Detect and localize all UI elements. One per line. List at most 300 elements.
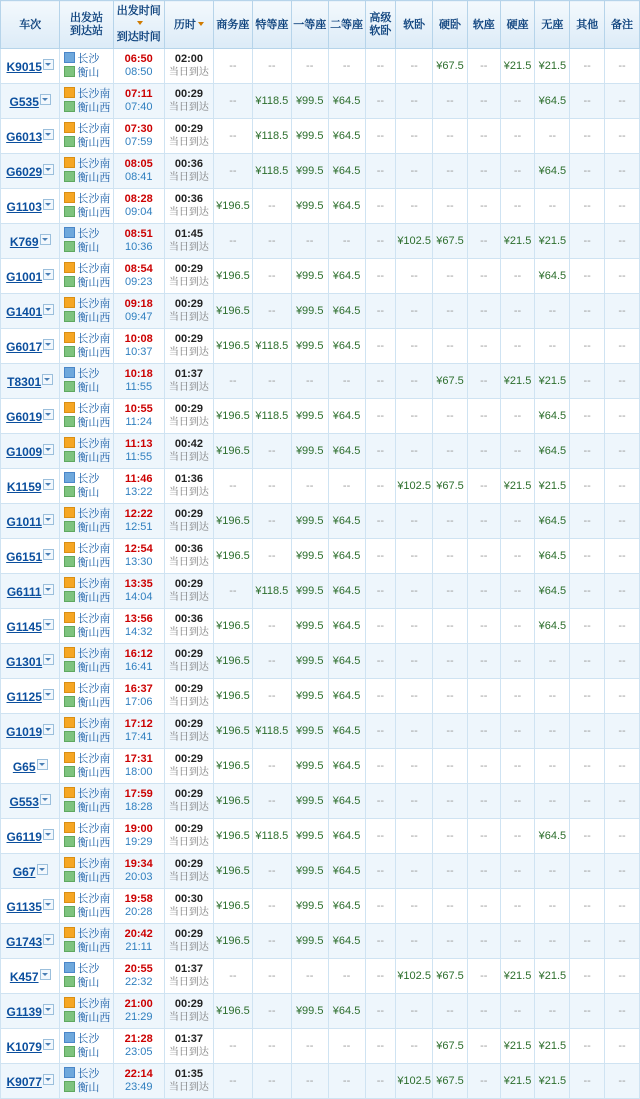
business-seat-price-value: -- [229,130,237,142]
hard-seat-price-value: -- [513,340,522,352]
departure-station [64,1067,111,1081]
special-seat-price-value: -- [268,1075,276,1087]
soft-seat-price-value: -- [480,970,488,982]
train-number-link[interactable]: G1125 [6,689,42,704]
arrival-marker-icon [64,311,75,322]
arrival-station [64,171,111,185]
special-seat-price [252,994,291,1029]
duration-cell [164,959,213,994]
arrive-day-note: 当日到达 [168,907,209,918]
table-row[interactable] [1,1029,640,1064]
train-number-link[interactable]: G1401 [6,304,43,319]
arrive-day-note: 当日到达 [168,312,209,323]
col-header-train[interactable] [1,1,60,49]
col-header-duration[interactable] [164,1,213,49]
second-class-price [328,364,365,399]
remark [605,924,640,959]
table-row[interactable] [1,679,640,714]
other-price-value: -- [583,410,591,422]
other-price-value: -- [583,445,591,457]
train-number-cell[interactable] [1,84,60,119]
other-price [570,434,605,469]
first-class-price-value: ¥99.5 [295,200,324,212]
soft-sleeper-price-value: -- [410,60,418,72]
departure-marker-icon [64,577,75,588]
business-seat-price-value: ¥196.5 [216,515,250,527]
no-seat-price [535,469,570,504]
train-detail-dropdown-icon[interactable] [43,724,54,735]
col-header-soft-seat [467,1,500,49]
deluxe-soft-sleeper-price [365,329,396,364]
table-row[interactable] [1,434,640,469]
deluxe-soft-sleeper-price-value: -- [376,620,385,632]
station-cell [60,784,113,819]
train-number-cell[interactable] [1,259,60,294]
no-seat-price [535,434,570,469]
business-seat-price-value: -- [229,585,237,597]
soft-sleeper-price [396,784,433,819]
train-number-cell[interactable] [1,329,60,364]
departure-marker-icon [64,682,75,693]
table-row[interactable] [1,784,640,819]
duration-cell [164,609,213,644]
duration-value: 01:45 [174,228,203,240]
train-number-cell[interactable] [1,819,60,854]
second-class-price-value: ¥64.5 [332,935,361,947]
other-price-value: -- [583,60,591,72]
departure-time: 13:56 [124,613,153,625]
no-seat-price [535,189,570,224]
col-label: 特等座 [255,18,289,31]
special-seat-price [252,644,291,679]
arrival-station [64,906,111,920]
deluxe-soft-sleeper-price-value: -- [376,410,385,422]
train-detail-dropdown-icon[interactable] [40,234,51,245]
train-number-cell[interactable] [1,434,60,469]
train-number-cell[interactable] [1,224,60,259]
hard-seat-price [500,329,535,364]
train-number-cell[interactable] [1,1064,60,1099]
business-seat-price-value: ¥196.5 [216,200,250,212]
train-detail-dropdown-icon[interactable] [43,1039,54,1050]
train-detail-dropdown-icon[interactable] [43,549,54,560]
train-number-link[interactable]: G553 [9,794,39,809]
first-class-price [291,959,328,994]
special-seat-price-value: ¥118.5 [255,830,289,842]
train-number-cell[interactable] [1,609,60,644]
train-detail-dropdown-icon[interactable] [43,619,54,630]
train-detail-dropdown-icon[interactable] [43,829,54,840]
train-detail-dropdown-icon[interactable] [43,409,54,420]
train-number-link[interactable]: G1009 [6,444,43,459]
train-detail-dropdown-icon[interactable] [43,654,54,665]
train-number-link[interactable]: T8301 [7,374,42,389]
second-class-price [328,119,365,154]
train-detail-dropdown-icon[interactable] [43,479,54,490]
departure-time: 19:34 [124,858,153,870]
train-number-link[interactable]: K9015 [6,59,42,74]
train-number-cell[interactable] [1,749,60,784]
train-detail-dropdown-icon[interactable] [43,164,54,175]
deluxe-soft-sleeper-price [365,294,396,329]
arrival-time: 10:37 [124,346,153,358]
other-price-value: -- [583,900,591,912]
arrival-time: 19:29 [124,836,153,848]
hard-sleeper-price [433,84,468,119]
train-number-link[interactable]: K1079 [6,1039,42,1054]
other-price-value: -- [583,760,591,772]
table-row[interactable] [1,294,640,329]
time-cell [113,749,164,784]
arrival-station-name: 衡山西 [77,942,111,954]
train-detail-dropdown-icon[interactable] [40,94,51,105]
train-number-cell[interactable] [1,154,60,189]
hard-sleeper-price [433,1064,468,1099]
no-seat-price-value: ¥64.5 [538,515,567,527]
train-number-link[interactable]: K9077 [6,1074,42,1089]
table-row[interactable] [1,119,640,154]
deluxe-soft-sleeper-price [365,959,396,994]
table-row[interactable] [1,644,640,679]
table-row[interactable] [1,364,640,399]
hard-sleeper-price-value: ¥67.5 [436,60,464,72]
departure-station-name: 长沙南 [77,123,111,135]
business-seat-price-value: ¥196.5 [216,305,250,317]
train-number-link[interactable]: G1135 [6,899,42,914]
departure-station-name: 长沙南 [77,928,111,940]
hard-seat-price-value: -- [513,200,522,212]
train-detail-dropdown-icon[interactable] [43,199,54,210]
time-cell [113,714,164,749]
table-row[interactable] [1,259,640,294]
deluxe-soft-sleeper-price [365,924,396,959]
table-row[interactable] [1,819,640,854]
train-number-link[interactable]: G6017 [6,339,43,354]
soft-seat-price-value: -- [480,900,488,912]
no-seat-price [535,924,570,959]
train-detail-dropdown-icon[interactable] [43,269,54,280]
train-number-cell[interactable] [1,924,60,959]
train-detail-dropdown-icon[interactable] [43,584,54,595]
special-seat-price [252,574,291,609]
train-detail-dropdown-icon[interactable] [43,514,54,525]
other-price [570,49,605,84]
deluxe-soft-sleeper-price [365,1029,396,1064]
table-row[interactable] [1,994,640,1029]
table-row[interactable] [1,539,640,574]
train-detail-dropdown-icon[interactable] [42,374,53,385]
other-price-value: -- [583,970,591,982]
arrival-marker-icon [64,206,75,217]
hard-seat-price [500,609,535,644]
table-row[interactable] [1,609,640,644]
second-class-price-value: ¥64.5 [332,410,361,422]
hard-sleeper-price-value: -- [446,725,454,737]
departure-station-name: 长沙南 [77,998,111,1010]
train-detail-dropdown-icon[interactable] [40,794,51,805]
business-seat-price [213,119,252,154]
hard-sleeper-price-value: -- [446,270,454,282]
soft-sleeper-price-value: -- [410,445,418,457]
arrival-station [64,941,111,955]
train-number-link[interactable]: G1743 [6,934,43,949]
hard-seat-price-value: -- [513,655,522,667]
col-header-time[interactable] [113,1,164,49]
business-seat-price [213,924,252,959]
no-seat-price-value: -- [548,935,557,947]
train-detail-dropdown-icon[interactable] [43,129,54,140]
table-row[interactable] [1,854,640,889]
duration-value: 00:29 [174,858,203,870]
train-number-cell[interactable] [1,574,60,609]
arrive-day-note: 当日到达 [168,137,209,148]
train-number-cell[interactable] [1,399,60,434]
soft-sleeper-price-value: -- [410,515,418,527]
train-number-link[interactable]: G1001 [6,269,43,284]
table-row[interactable] [1,714,640,749]
soft-seat-price-value: -- [480,410,488,422]
table-row[interactable] [1,329,640,364]
special-seat-price-value: -- [268,305,276,317]
hard-seat-price-value: -- [513,95,522,107]
table-row[interactable] [1,189,640,224]
hard-seat-price-value: -- [513,305,522,317]
col-header-special [252,1,291,49]
time-cell [113,539,164,574]
table-row[interactable] [1,959,640,994]
train-number-cell[interactable] [1,49,60,84]
train-number-link[interactable]: G1019 [6,724,43,739]
hard-seat-price-value: -- [513,900,522,912]
hard-sleeper-price [433,924,468,959]
train-detail-dropdown-icon[interactable] [43,934,54,945]
hard-sleeper-price-value: ¥67.5 [436,375,464,387]
train-number-cell[interactable] [1,854,60,889]
no-seat-price-value: ¥64.5 [538,95,567,107]
train-number-link[interactable]: G1139 [6,1004,42,1019]
special-seat-price [252,154,291,189]
business-seat-price [213,889,252,924]
soft-sleeper-price [396,119,433,154]
departure-time: 22:14 [124,1068,153,1080]
arrival-marker-icon [64,1011,75,1022]
table-row[interactable] [1,49,640,84]
duration-value: 00:36 [174,193,203,205]
train-detail-dropdown-icon[interactable] [43,339,54,350]
business-seat-price [213,364,252,399]
second-class-price [328,609,365,644]
soft-sleeper-price [396,224,433,259]
first-class-price [291,469,328,504]
train-number-cell[interactable] [1,994,60,1029]
table-row[interactable] [1,469,640,504]
train-number-link[interactable]: G6151 [6,549,43,564]
soft-seat-price [467,294,500,329]
train-number-cell[interactable] [1,469,60,504]
col-header-other [570,1,605,49]
departure-station-name: 长沙南 [77,613,111,625]
no-seat-price-value: ¥64.5 [538,410,567,422]
train-number-cell[interactable] [1,714,60,749]
hard-sleeper-price [433,714,468,749]
table-row[interactable] [1,749,640,784]
other-price [570,644,605,679]
table-row[interactable] [1,889,640,924]
train-number-cell[interactable] [1,504,60,539]
special-seat-price [252,714,291,749]
soft-seat-price [467,119,500,154]
second-class-price-value: ¥64.5 [332,585,361,597]
deluxe-soft-sleeper-price [365,154,396,189]
train-number-link[interactable]: G535 [9,94,39,109]
train-number-cell[interactable] [1,364,60,399]
business-seat-price-value: ¥196.5 [216,900,250,912]
train-number-link[interactable]: G1145 [6,619,42,634]
train-number-link[interactable]: K769 [9,234,39,249]
remark-value: -- [618,270,626,282]
train-number-cell[interactable] [1,889,60,924]
second-class-price-value: -- [342,235,351,247]
train-number-link[interactable]: G65 [12,759,36,774]
arrival-station [64,976,111,990]
business-seat-price-value: ¥196.5 [216,690,250,702]
table-row[interactable] [1,154,640,189]
deluxe-soft-sleeper-price [365,819,396,854]
first-class-price-value: ¥99.5 [295,795,324,807]
train-number-link[interactable]: G1301 [6,654,43,669]
hard-seat-price [500,749,535,784]
train-number-cell[interactable] [1,1029,60,1064]
business-seat-price [213,609,252,644]
time-cell [113,1029,164,1064]
hard-seat-price [500,224,535,259]
special-seat-price-value: -- [268,515,276,527]
other-price-value: -- [583,515,591,527]
soft-seat-price-value: -- [480,760,488,772]
hard-seat-price [500,259,535,294]
soft-sleeper-price [396,679,433,714]
train-number-link[interactable]: G6019 [6,409,43,424]
train-number-link[interactable]: K457 [9,969,39,984]
soft-sleeper-price-value: -- [410,585,418,597]
duration-cell [164,854,213,889]
other-price [570,574,605,609]
sort-arrow-icon[interactable] [137,21,143,25]
table-row[interactable] [1,84,640,119]
arrival-time: 23:49 [124,1081,153,1093]
train-number-link[interactable]: G6119 [6,829,42,844]
train-detail-dropdown-icon[interactable] [43,899,54,910]
duration-cell [164,574,213,609]
first-class-price [291,224,328,259]
departure-station [64,332,111,346]
train-detail-dropdown-icon[interactable] [43,1004,54,1015]
soft-seat-price [467,994,500,1029]
train-number-cell[interactable] [1,189,60,224]
departure-time: 08:54 [124,263,153,275]
train-number-cell[interactable] [1,644,60,679]
train-number-cell[interactable] [1,784,60,819]
table-row[interactable] [1,1064,640,1099]
departure-time: 20:55 [124,963,153,975]
train-number-cell[interactable] [1,959,60,994]
col-label-a: 高级 [369,11,392,24]
no-seat-price-value: ¥21.5 [538,235,567,247]
departure-time: 11:46 [124,473,153,485]
remark-value: -- [618,900,626,912]
soft-seat-price-value: -- [480,305,488,317]
train-number-link[interactable]: G6013 [6,129,43,144]
table-row[interactable] [1,924,640,959]
arrive-day-note: 当日到达 [168,67,209,78]
train-number-cell[interactable] [1,539,60,574]
train-number-cell[interactable] [1,119,60,154]
arrival-marker-icon [64,1081,75,1092]
train-number-cell[interactable] [1,679,60,714]
remark-value: -- [618,165,626,177]
train-number-cell[interactable] [1,294,60,329]
sort-arrow-icon[interactable] [198,22,204,26]
table-row[interactable] [1,224,640,259]
arrival-time: 17:06 [124,696,153,708]
no-seat-price [535,784,570,819]
train-detail-dropdown-icon[interactable] [43,304,54,315]
departure-station [64,367,111,381]
soft-sleeper-price [396,644,433,679]
train-detail-dropdown-icon[interactable] [43,689,54,700]
train-detail-dropdown-icon[interactable] [40,969,51,980]
train-detail-dropdown-icon[interactable] [43,444,54,455]
time-cell [113,924,164,959]
deluxe-soft-sleeper-price [365,469,396,504]
departure-marker-icon [64,1032,75,1043]
train-number-link[interactable]: K1159 [6,479,42,494]
deluxe-soft-sleeper-price-value: -- [376,515,385,527]
table-row[interactable] [1,504,640,539]
table-row[interactable] [1,574,640,609]
remark-value: -- [618,935,626,947]
arrive-day-note: 当日到达 [168,942,209,953]
train-number-link[interactable]: G6111 [6,584,42,599]
deluxe-soft-sleeper-price-value: -- [376,830,385,842]
table-row[interactable] [1,399,640,434]
train-number-link[interactable]: G67 [12,864,36,879]
station-cell [60,84,113,119]
train-detail-dropdown-icon[interactable] [37,759,48,770]
hard-sleeper-price-value: ¥67.5 [436,1075,464,1087]
arrival-station [64,731,111,745]
remark [605,434,640,469]
train-detail-dropdown-icon[interactable] [43,59,54,70]
arrival-marker-icon [64,766,75,777]
hard-sleeper-price [433,399,468,434]
business-seat-price-value: ¥196.5 [216,1005,250,1017]
hard-sleeper-price-value: -- [446,445,454,457]
train-detail-dropdown-icon[interactable] [37,864,48,875]
second-class-price-value: ¥64.5 [332,200,361,212]
soft-sleeper-price [396,924,433,959]
arrival-marker-icon [64,906,75,917]
first-class-price [291,539,328,574]
train-number-link[interactable]: G6029 [6,164,43,179]
train-number-link[interactable]: G1103 [6,199,42,214]
station-cell [60,504,113,539]
train-detail-dropdown-icon[interactable] [43,1074,54,1085]
arrival-time: 17:41 [124,731,153,743]
train-number-link[interactable]: G1011 [6,514,42,529]
arrival-station [64,66,111,80]
hard-seat-price-value: ¥21.5 [503,235,532,247]
